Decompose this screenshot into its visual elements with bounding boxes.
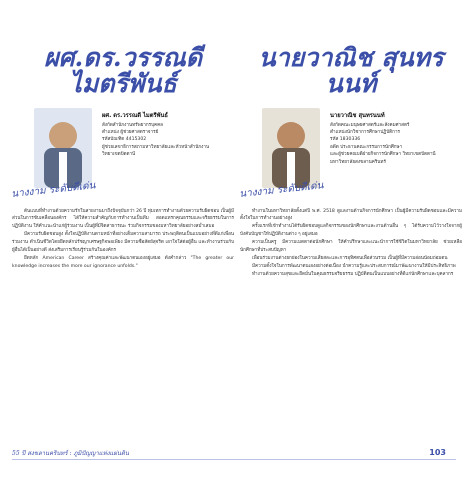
profile-header-right bbox=[240, 108, 462, 200]
profile-header-left bbox=[12, 108, 234, 200]
body-paragraph: มีความตั้งใจในการพัฒนาตนเองอย่างต่อเนื่อง นำความรู้และประสบการณ์มาพัฒนางานให้มีประสิทธิภาพ bbox=[252, 263, 456, 269]
page-number: 103 bbox=[429, 448, 446, 457]
profile-body-left bbox=[12, 208, 234, 271]
profile-info-line: ตำแหน่งนักวิชาการศึกษาปฏิบัติการ bbox=[330, 129, 400, 135]
profile-info-line: ตำแหน่ง ผู้ช่วยศาสตราจารย์ bbox=[102, 129, 159, 135]
body-paragraph: ครั้งแรกที่เข้าทำงานได้รับผิดชอบดูแลกิจกรรมของนักศึกษาและงานด้านอื่น ๆ ได้รับความไว้วางใจจากผู้บังคับบัญชาให้ปฏิบัติงานต่าง ๆ อยู่เสมอ bbox=[240, 224, 462, 238]
profile-info-line: อดีต ประธานคณะกรรมการนักศึกษา bbox=[330, 144, 403, 150]
profile-name-right: นายวาณิช สุนทรนนท์ bbox=[330, 112, 385, 119]
body-paragraph: มีความรับผิดชอบสูง ตั้งใจปฏิบัติงานตามหน้าที่อย่างเต็มความสามารถ ประพฤติตนเป็นแบบอย่างที่ดีแก่เพื่อนร่วมงาน ดำเนินชีวิตโดยยึดหลักปรัชญาเศรษฐกิจพอเพียง มีความซื่อสัตย์สุจริต เอาใจใส่ต่อผู้อื่น และทำงานร่วมกับผู้อื่นได้เป็นอย่างดี ส่งเสริมการเรียนรู้ร่วมกันในองค์กร bbox=[12, 232, 234, 254]
body-paragraph: ทำงานในมหาวิทยาลัยตั้งแต่ปี พ.ศ. 2518 ดูแลงานด้านกิจการนักศึกษา เป็นผู้มีความรับผิดชอบและมีความตั้งใจในการทำงานอย่างสูง bbox=[240, 208, 462, 222]
portrait-image-left bbox=[34, 108, 92, 188]
profile-info-line: สังกัดคณะมนุษยศาสตร์และสังคมศาสตร์ bbox=[330, 122, 410, 128]
profile-title-right: นายวาณิช สุนทรนนท์ bbox=[258, 43, 444, 99]
body-paragraph: ทำงานด้วยความสุขและยึดมั่นในคุณธรรมจริยธรรม ปฏิบัติตนเป็นแบบอย่างที่ดีแก่นักศึกษาและบุคลากร bbox=[252, 271, 454, 277]
portrait-photo-left bbox=[34, 108, 92, 188]
footer-divider bbox=[12, 459, 456, 460]
portrait-photo-right bbox=[262, 108, 320, 188]
right-profile-column bbox=[240, 0, 462, 279]
profile-info-right bbox=[330, 110, 460, 166]
body-paragraph: ความเป็นครู มีความเมตตาต่อนักศึกษา ให้คำปรึกษาและแนะนำการใช้ชีวิตในมหาวิทยาลัย ช่วยเหลือนักศึกษาที่ประสบปัญหา bbox=[240, 240, 462, 254]
profile-name-left: ผศ. ดร.วรรณดี ไมตรีพันธ์ bbox=[102, 112, 168, 119]
portrait-image-right bbox=[262, 108, 320, 188]
body-paragraph: ต้นแบบที่ทำงานด้วยความรักในสายงานมาถึงปัจจุบันกว่า 26 ปี ทุ่มเทการทำงานด้วยความรับผิดชอบ เป็นผู้มีส่วนในการขับเคลื่อนองค์กร ได้ให้ความสำคัญกับการทำงานเป็นทีม สอดแทรกคุณธรรมและจริยธรรมในการปฏิบัติงาน ให้คำแนะนำแก่ผู้ร่วมงาน เป็นผู้ที่มีจิตสาธารณะ ร่วมกิจกรรมของมหาวิทยาลัยอย่างสม่ำเสมอ bbox=[12, 208, 234, 230]
profile-info-line: วิทยาเขตปัตตานี bbox=[102, 152, 136, 158]
profile-info-line: และผู้ช่วยคณบดีฝ่ายกิจการนักศึกษา วิทยาเขตปัตตานี bbox=[330, 152, 436, 158]
body-paragraph: ยึดหลัก American Career สร้างคุณค่าและพัฒนาตนเองอยู่เสมอ ดังคำกล่าว "The greater our knowledge increases the more our ignorance unfolds." bbox=[12, 255, 234, 269]
profile-body-right bbox=[240, 208, 462, 279]
profile-info-line: มหาวิทยาลัยสงขลานครินทร์ bbox=[330, 159, 386, 165]
body-paragraph: เพื่อนร่วมงานต่างยกย่องในความเสียสละและการอุทิศตนเพื่อส่วนรวม เป็นผู้ที่มีความอ่อนน้อมถ่อมตน bbox=[252, 255, 448, 261]
left-profile-column bbox=[12, 0, 234, 271]
profile-info-left bbox=[102, 110, 232, 159]
honor-tag-left: นางงาม ระดับดีเด่น bbox=[10, 179, 96, 200]
footer-publication-title: 55 ปี สงขลานครินทร์ : ภูมิปัญญาแห่งแผ่นดิน bbox=[12, 450, 129, 457]
profile-title-left: ผศ.ดร.วรรณดี ไมตรีพันธ์ bbox=[44, 43, 202, 99]
honor-tag-right: นางงาม ระดับดีเด่น bbox=[238, 179, 324, 200]
profile-info-line: รหัส 1830336 bbox=[330, 137, 361, 143]
profile-info-line: รหัสบัณฑิต 4415302 bbox=[102, 137, 147, 143]
profile-info-line: สังกัดสำนักงานทรัพยากรบุคคล bbox=[102, 122, 163, 128]
profile-info-line: ผู้ช่วยเลขาธิการสภามหาวิทยาลัยและหัวหน้าสำนักงาน bbox=[102, 144, 210, 150]
